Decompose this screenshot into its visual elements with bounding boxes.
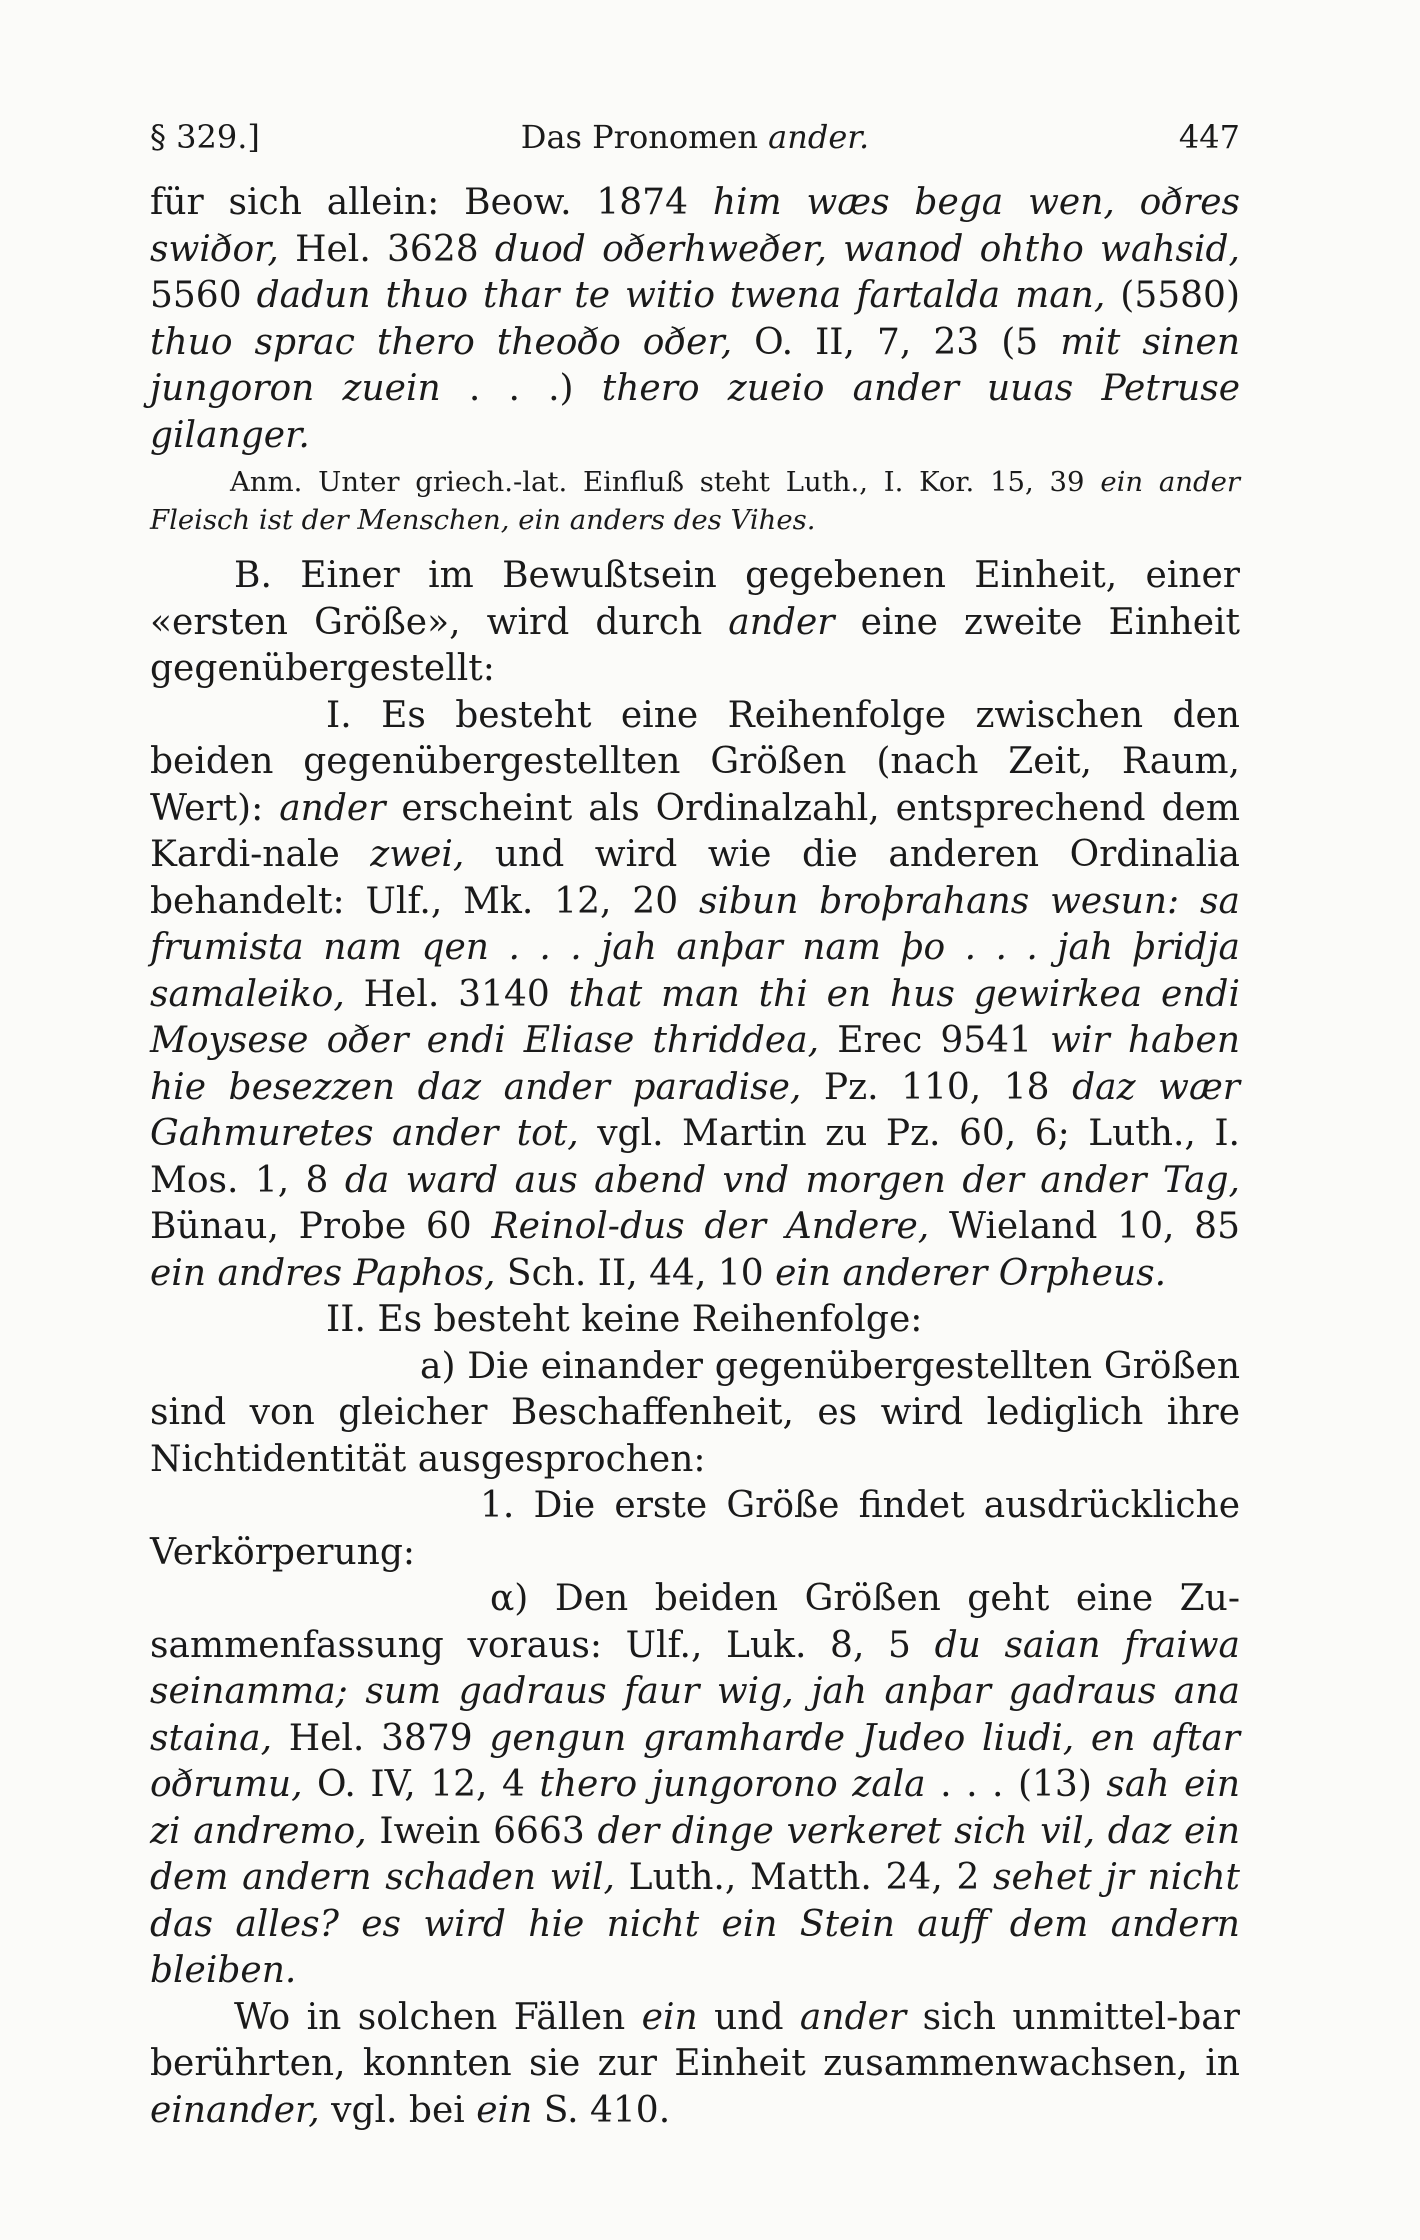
- text-run: . . .): [440, 368, 602, 409]
- quote-run: daz wær Gahmuretes ander tot,: [150, 1066, 1240, 1154]
- text-run: I. Es besteht eine Reihenfolge zwischen den beiden gegenübergestellten Größen (nach Zeit, Raum, Wert):: [150, 694, 1240, 829]
- text-run: Hel. 3140: [344, 973, 569, 1015]
- paragraph-closing: [150, 1995, 1240, 2135]
- text-run: Hel. 3879: [272, 1717, 490, 1759]
- quote-run: mit sinen jungoron zuein: [150, 321, 1240, 409]
- quote-run: that man thi en hus gewirkea endi Moysese oðer endi Eliase thriddea,: [150, 973, 1240, 1061]
- quote-run: ein ander Fleisch ist der Menschen, ein anders des Vihes.: [150, 466, 1241, 536]
- quote-run: ein: [476, 2089, 533, 2131]
- quote-run: sibun broþrahans wesun: sa frumista nam qen . . . jah anþar nam þo . . . jah þridja samaleiko,: [150, 880, 1240, 1015]
- running-header: [150, 112, 1240, 162]
- quote-run: wir haben hie besezzen daz ander paradise,: [150, 1020, 1241, 1108]
- text-run: (5580): [1105, 275, 1241, 316]
- quote-run: du saian fraiwa seinamma; sum gadraus faur wig, jah anþar gadraus ana staina,: [150, 1624, 1240, 1759]
- running-title-italic: ander.: [768, 118, 870, 156]
- text-run: Hel. 3628: [278, 228, 495, 270]
- text-run: Anm. Unter griech.-lat. Einfluß steht Luth., I. Kor. 15, 39: [230, 466, 1101, 498]
- text-run: Bünau, Probe 60: [150, 1206, 492, 1247]
- section-marker: § 329.]: [150, 118, 260, 156]
- quote-run: ander: [279, 787, 386, 829]
- quote-run: thero zueio ander uuas Petruse gilanger.: [150, 368, 1241, 456]
- quote-run: da ward aus abend vnd morgen der ander Tag,: [344, 1159, 1240, 1201]
- text-run: Pz. 110, 18: [801, 1066, 1073, 1108]
- page-number: 447: [1178, 118, 1240, 156]
- running-title-text: Das Pronomen: [520, 118, 769, 156]
- text-run: vgl. Martin zu Pz. 60, 6; Luth., I. Mos. 1, 8: [150, 1113, 1240, 1201]
- paragraph-b: [150, 553, 1240, 693]
- text-run: O. IV, 12, 4: [302, 1764, 540, 1805]
- quote-run: ander: [799, 1996, 907, 2038]
- quote-run: ein andres Paphos,: [150, 1252, 496, 1294]
- text-run: erscheint als Ordinalzahl, entsprechend dem Kardi-nale: [150, 787, 1240, 875]
- text-run: B. Einer im Bewußtsein gegebenen Einheit, einer «ersten Größe», wird durch: [150, 555, 1240, 643]
- paragraph-i: [150, 693, 1240, 1298]
- text-run: II. Es besteht keine Reihenfolge:: [326, 1299, 923, 1340]
- quote-run: dadun thuo thar te witio twena fartalda man,: [256, 275, 1106, 316]
- quote-run: duod oðerhweðer, wanod ohtho wahsid,: [494, 228, 1240, 270]
- annotation-note: [150, 463, 1240, 539]
- quote-run: zwei,: [370, 834, 465, 875]
- text-run: α) Den beiden Größen geht eine Zu-sammenfassung voraus: Ulf., Luk. 8, 5: [150, 1578, 1240, 1666]
- text-run: Wieland 10, 85: [929, 1206, 1240, 1247]
- quote-run: thuo sprac thero theoðo oðer,: [150, 321, 733, 363]
- quote-run: sehet jr nicht das alles? es wird hie nicht ein Stein auff dem andern bleiben.: [150, 1857, 1240, 1991]
- paragraph-a: [150, 1344, 1240, 1484]
- paragraph-1: [150, 1483, 1240, 1576]
- text-run: 5560: [150, 275, 257, 316]
- quote-run: der dinge verkeret sich vil, daz ein dem andern schaden wil,: [150, 1810, 1241, 1898]
- paragraph-ii: [150, 1297, 1240, 1344]
- quote-run: Reinol-dus der Andere,: [491, 1206, 930, 1247]
- text-run: vgl. bei: [319, 2089, 477, 2131]
- quote-run: thero jungorono zala: [539, 1764, 926, 1805]
- quote-run: ein anderer Orpheus.: [775, 1252, 1167, 1294]
- text-run: und wird wie die anderen Ordinalia behandelt: Ulf., Mk. 12, 20: [150, 834, 1241, 922]
- quote-run: sah ein zi andremo,: [150, 1764, 1241, 1852]
- quote-run: him wæs bega wen, oðres swiðor,: [150, 182, 1240, 270]
- paragraph-alpha: [150, 1576, 1240, 1995]
- text-run: Sch. II, 44, 10: [495, 1252, 776, 1294]
- quote-run: ein: [641, 1996, 698, 2038]
- text-run: sich unmittel-bar berührten, konnten sie zur Einheit zusammenwachsen, in: [150, 1996, 1240, 2084]
- text-run: eine zweite Einheit gegenübergestellt:: [150, 601, 1240, 689]
- text-run: Iwein 6663: [366, 1810, 598, 1852]
- running-title: [150, 112, 1240, 162]
- text-run: a) Die einander gegenübergestellten Größen sind von gleicher Beschaffenheit, es wird lediglich ihre Nichtidentität ausgesprochen:: [150, 1345, 1240, 1480]
- text-run: Erec 9541: [819, 1020, 1051, 1061]
- text-run: 1. Die erste Größe findet ausdrückliche Verkörperung:: [150, 1485, 1240, 1573]
- quote-run: gengun gramharde Judeo liudi, en aftar oðrumu,: [150, 1717, 1240, 1805]
- text-run: Luth., Matth. 24, 2: [615, 1857, 994, 1898]
- text-run: . . . (13): [925, 1764, 1107, 1805]
- text-run: Wo in solchen Fällen: [234, 1996, 642, 2038]
- page-body: [150, 180, 1240, 2134]
- text-run: und: [697, 1996, 800, 2038]
- text-run: S. 410.: [532, 2089, 671, 2131]
- quote-run: ander: [728, 601, 835, 643]
- text-run: für sich allein: Beow. 1874: [150, 182, 713, 223]
- paragraph-continuation: [150, 180, 1240, 459]
- quote-run: einander,: [150, 2089, 320, 2131]
- text-run: O. II, 7, 23 (5: [732, 321, 1061, 363]
